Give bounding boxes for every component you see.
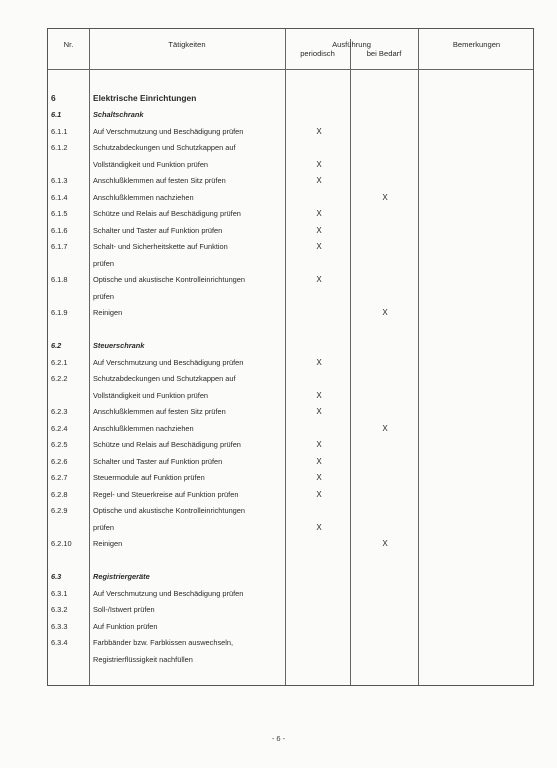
table-row [48, 634, 533, 651]
row-activity: Registriergeräte [93, 572, 150, 581]
row-activity: Soll-/Istwert prüfen [93, 605, 155, 614]
row-number: 6.2.3 [51, 407, 68, 416]
row-number: 6.1 [51, 110, 62, 119]
row-activity: Schutzabdeckungen und Schutzkappen auf [93, 143, 236, 152]
table-row [48, 337, 533, 354]
mark-periodisch: X [316, 357, 322, 367]
mark-periodisch: X [316, 489, 322, 499]
row-activity: Farbbänder bzw. Farbkissen auswechseln, [93, 638, 234, 647]
row-number: 6.2.4 [51, 423, 68, 433]
row-activity: Reinigen [93, 308, 123, 317]
row-activity: prüfen [93, 258, 114, 268]
table-row [48, 387, 533, 404]
row-activity: Auf Verschmutzung und Beschädigung prüfen [93, 588, 244, 598]
row-activity: Auf Funktion prüfen [93, 621, 158, 631]
mark-bei-bedarf: X [382, 192, 388, 202]
table-row [48, 238, 533, 255]
row-number: 6.2.5 [51, 440, 68, 449]
row-activity: Schütze und Relais auf Beschädigung prüfen [93, 209, 241, 218]
row-number: 6.1.2 [51, 143, 68, 152]
row-number: 6.1.5 [51, 209, 68, 218]
table-row [48, 156, 533, 173]
row-activity: prüfen [93, 291, 114, 301]
row-number: 6.2.6 [51, 456, 68, 466]
table-row [48, 172, 533, 189]
header-periodisch: periodisch [300, 49, 335, 58]
mark-bei-bedarf: X [382, 539, 388, 548]
row-activity: Auf Verschmutzung und Beschädigung prüfen [93, 126, 244, 136]
row-activity: Vollständigkeit und Funktion prüfen [93, 159, 209, 169]
mark-periodisch: X [316, 209, 322, 218]
row-activity: prüfen [93, 522, 114, 532]
row-number: 6.3 [51, 572, 62, 581]
header-bei-bedarf: bei Bedarf [366, 49, 402, 58]
row-activity: Optische und akustische Kontrolleinrichtungen [93, 506, 246, 515]
row-activity: Elektrische Einrichtungen [93, 92, 197, 103]
row-activity: Regel- und Steuerkreise auf Funktion prüfen [93, 489, 239, 499]
maintenance-table [47, 28, 534, 686]
row-activity: Optische und akustische Kontrolleinrichtungen [93, 275, 246, 284]
table-row [48, 304, 533, 321]
table-row [48, 403, 533, 420]
table-row [48, 453, 533, 470]
mark-periodisch: X [316, 407, 322, 416]
row-activity: Schütze und Relais auf Beschädigung prüfen [93, 440, 241, 449]
table-row [48, 370, 533, 387]
table-row [48, 73, 533, 90]
row-number: 6.2.7 [51, 473, 68, 482]
table-row [48, 502, 533, 519]
row-number: 6.1.3 [51, 176, 68, 185]
table-row [48, 552, 533, 569]
table-row [48, 420, 533, 437]
row-number: 6.1.9 [51, 308, 68, 317]
row-activity: Schaltschrank [93, 110, 144, 119]
table-row [48, 123, 533, 140]
row-number: 6.1.1 [51, 126, 68, 136]
row-number: 6.2.8 [51, 489, 68, 499]
mark-periodisch: X [316, 440, 322, 449]
row-activity: Auf Verschmutzung und Beschädigung prüfen [93, 357, 244, 367]
table-row [48, 651, 533, 668]
row-activity: Schalt- und Sicherheitskette auf Funktion [93, 242, 228, 251]
table-row [48, 436, 533, 453]
table-row [48, 354, 533, 371]
row-activity: Registrierflüssigkeit nachfüllen [93, 654, 193, 664]
table-row [48, 288, 533, 305]
table-row [48, 222, 533, 239]
mark-bei-bedarf: X [382, 423, 388, 433]
mark-periodisch: X [316, 126, 322, 136]
mark-periodisch: X [316, 159, 322, 169]
table-row [48, 205, 533, 222]
table-row [48, 321, 533, 338]
table-row [48, 535, 533, 552]
row-number: 6.3.4 [51, 638, 68, 647]
row-activity: Schutzabdeckungen und Schutzkappen auf [93, 374, 236, 383]
table-row [48, 486, 533, 503]
row-number: 6.3.1 [51, 588, 68, 598]
row-activity: Schalter und Taster auf Funktion prüfen [93, 225, 223, 235]
row-activity: Steuerschrank [93, 341, 145, 350]
row-activity: Steuermodule auf Funktion prüfen [93, 473, 205, 482]
table-row [48, 469, 533, 486]
row-number: 6.2.10 [51, 539, 72, 548]
header-ausfuehrung: Ausführung [332, 40, 371, 49]
table-row [48, 189, 533, 206]
row-activity: Anschlußklemmen auf festen Sitz prüfen [93, 176, 226, 185]
mark-periodisch: X [316, 176, 322, 185]
mark-periodisch: X [316, 456, 322, 466]
row-number: 6.1.6 [51, 225, 68, 235]
table-row [48, 519, 533, 536]
row-number: 6 [51, 92, 56, 103]
row-activity: Anschlußklemmen nachziehen [93, 192, 194, 202]
row-activity: Reinigen [93, 539, 123, 548]
mark-periodisch: X [316, 225, 322, 235]
row-activity: Schalter und Taster auf Funktion prüfen [93, 456, 223, 466]
row-number: 6.1.8 [51, 275, 68, 284]
page-number: - 6 - [271, 734, 286, 743]
table-row [48, 271, 533, 288]
table-row [48, 585, 533, 602]
mark-periodisch: X [316, 242, 322, 251]
mark-periodisch: X [316, 390, 322, 400]
row-number: 6.2.9 [51, 506, 68, 515]
row-number: 6.2.1 [51, 357, 68, 367]
row-number: 6.3.3 [51, 621, 68, 631]
header-divider [48, 69, 533, 70]
table-row [48, 90, 533, 107]
row-number: 6.2 [51, 341, 62, 350]
row-number: 6.2.2 [51, 374, 68, 383]
table-row [48, 139, 533, 156]
table-row [48, 568, 533, 585]
mark-bei-bedarf: X [382, 308, 388, 317]
mark-periodisch: X [316, 473, 322, 482]
row-activity: Anschlußklemmen nachziehen [93, 423, 194, 433]
table-row [48, 106, 533, 123]
header-taetigkeiten: Tätigkeiten [168, 40, 206, 49]
row-activity: Vollständigkeit und Funktion prüfen [93, 390, 209, 400]
row-number: 6.1.4 [51, 192, 68, 202]
header-nr: Nr. [63, 40, 74, 49]
table-row [48, 255, 533, 272]
table-row [48, 601, 533, 618]
mark-periodisch: X [316, 522, 322, 532]
row-activity: Anschlußklemmen auf festen Sitz prüfen [93, 407, 226, 416]
row-number: 6.3.2 [51, 605, 68, 614]
mark-periodisch: X [316, 275, 322, 284]
table-row [48, 618, 533, 635]
header-bemerkungen: Bemerkungen [452, 40, 501, 49]
row-number: 6.1.7 [51, 242, 68, 251]
